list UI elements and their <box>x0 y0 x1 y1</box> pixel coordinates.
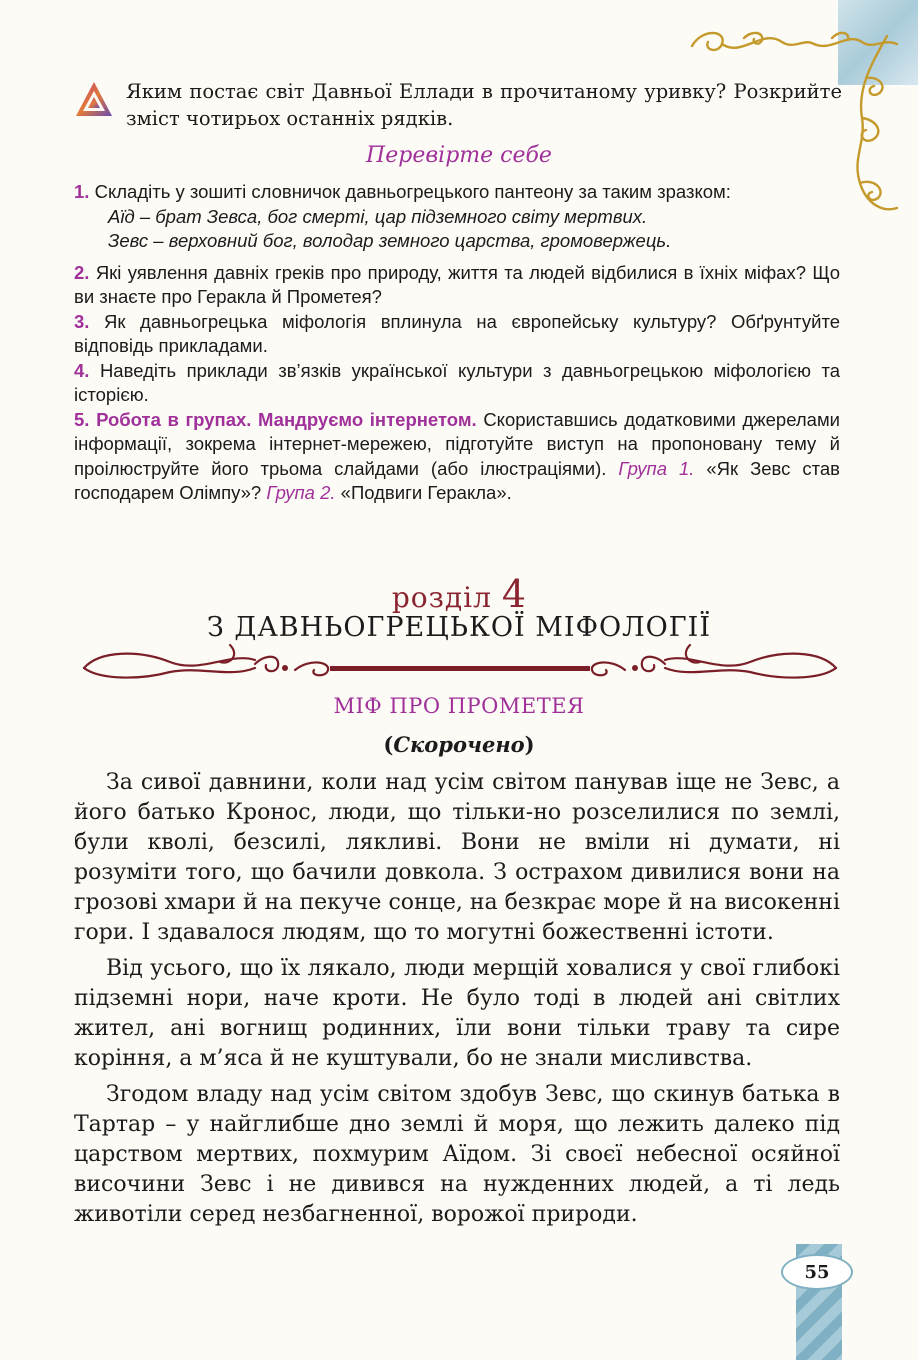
section-heading <box>0 572 918 616</box>
group-1-topic: «Як Зевс став господарем Олімпу»? <box>74 457 841 503</box>
paren-close: ) <box>524 732 535 757</box>
task-number: 1. <box>74 181 90 202</box>
task-number: 4. <box>74 359 90 381</box>
task-text: Складіть у зошиті словничок давньогрецького пантеону за таким зразком: <box>94 181 731 202</box>
task-2 <box>74 261 840 310</box>
task-5 <box>74 408 840 506</box>
question-text: Яким постає світ Давньої Еллади в прочитаному уривку? Розкрийте зміст чотирьох останніх рядків. <box>126 80 842 130</box>
triangle-question-icon <box>74 80 114 120</box>
group-2-label: Група 2. <box>266 482 336 503</box>
task-text: Як давньогрецька міфологія вплинула на європейську культуру? Обґрунтуйте відповідь прикладами. <box>74 310 840 356</box>
task-1 <box>74 180 840 205</box>
task-number: 3. <box>74 310 90 332</box>
group-2-topic: «Подвиги Геракла». <box>340 482 512 503</box>
myth-subtitle-text: Скорочено <box>393 732 525 757</box>
section-number: 4 <box>501 572 527 616</box>
paren-open: ( <box>383 732 394 757</box>
task-1-example-1: Аїд – брат Зевса, бог смерті, цар підземного світу мертвих. <box>108 205 648 227</box>
page-number: 55 <box>781 1254 853 1290</box>
task-text: Які уявлення давніх греків про природу, життя та людей відбилися в їхніх міфах? Що ви знаєте про Геракла й Прометея? <box>74 261 840 307</box>
section-word: розділ <box>391 581 492 614</box>
story-text <box>74 768 840 1236</box>
divider-ornament-icon <box>80 640 840 685</box>
check-yourself-title: Перевірте себе <box>366 143 552 168</box>
task-text: Скориставшись додатковими джерелами інформації, зокрема інтернет-мережею, підготуйте виступ на пропоновану тему й проілюструйте його трьома слайдами (або ілюстраціями). <box>74 408 841 479</box>
task-list <box>74 180 840 506</box>
task-1-example-2: Зевс – верховний бог, володар земного царства, громовержець. <box>108 230 672 251</box>
myth-subtitle <box>0 732 918 757</box>
task-number: 2. <box>74 261 90 283</box>
section-subtitle: З ДАВНЬОГРЕЦЬКОЇ МІФОЛОГІЇ <box>206 612 712 643</box>
task-4 <box>74 359 840 408</box>
group-1-label: Група 1. <box>618 457 695 479</box>
story-paragraph: За сивої давнини, коли над усім світом панував іще не Зевс, а його батько Кронос, люди, що тільки-но розселилися по землі, були кволі, безсилі, лякливі. Вони не вміли ні думати, ні розуміти того, що бачили довкола. З острахом дивилися вони на грозові хмари й на пекуче сонце, на безкрає море й на високенні гори. І здавалося людям, що то могутні божественні істоти. <box>74 770 840 945</box>
myth-title: МІФ ПРО ПРОМЕТЕЯ <box>333 694 585 718</box>
story-paragraph: Від усього, що їх лякало, люди мерщій ховалися у свої глибокі підземні нори, наче кроти. Не було тоді в людей ані світлих жител, ані вогнищ родинних, їли вони тільки траву та сире коріння, а м’яса й не куштували, бо не знали мисливства. <box>74 956 840 1071</box>
task-3 <box>74 310 840 359</box>
task-number: 5. <box>74 408 90 430</box>
task-text: Наведіть приклади зв’язків української культури з давньогрецькою міфологією та історією. <box>74 359 840 405</box>
task-lead: Робота в групах. Мандруємо інтернетом. <box>96 408 477 430</box>
question-block <box>74 78 842 132</box>
story-paragraph: Згодом владу над усім світом здобув Зевс, що скинув батька в Тартар – у найглибше дно землі й моря, що лежить далеко під царством мертвих, похмурим Аїдом. Зі своєї небесної осяйної височини Зевс і не дивився на нужденних людей, а ті ледь животіли серед незбагненної, ворожої природи. <box>74 1082 840 1227</box>
